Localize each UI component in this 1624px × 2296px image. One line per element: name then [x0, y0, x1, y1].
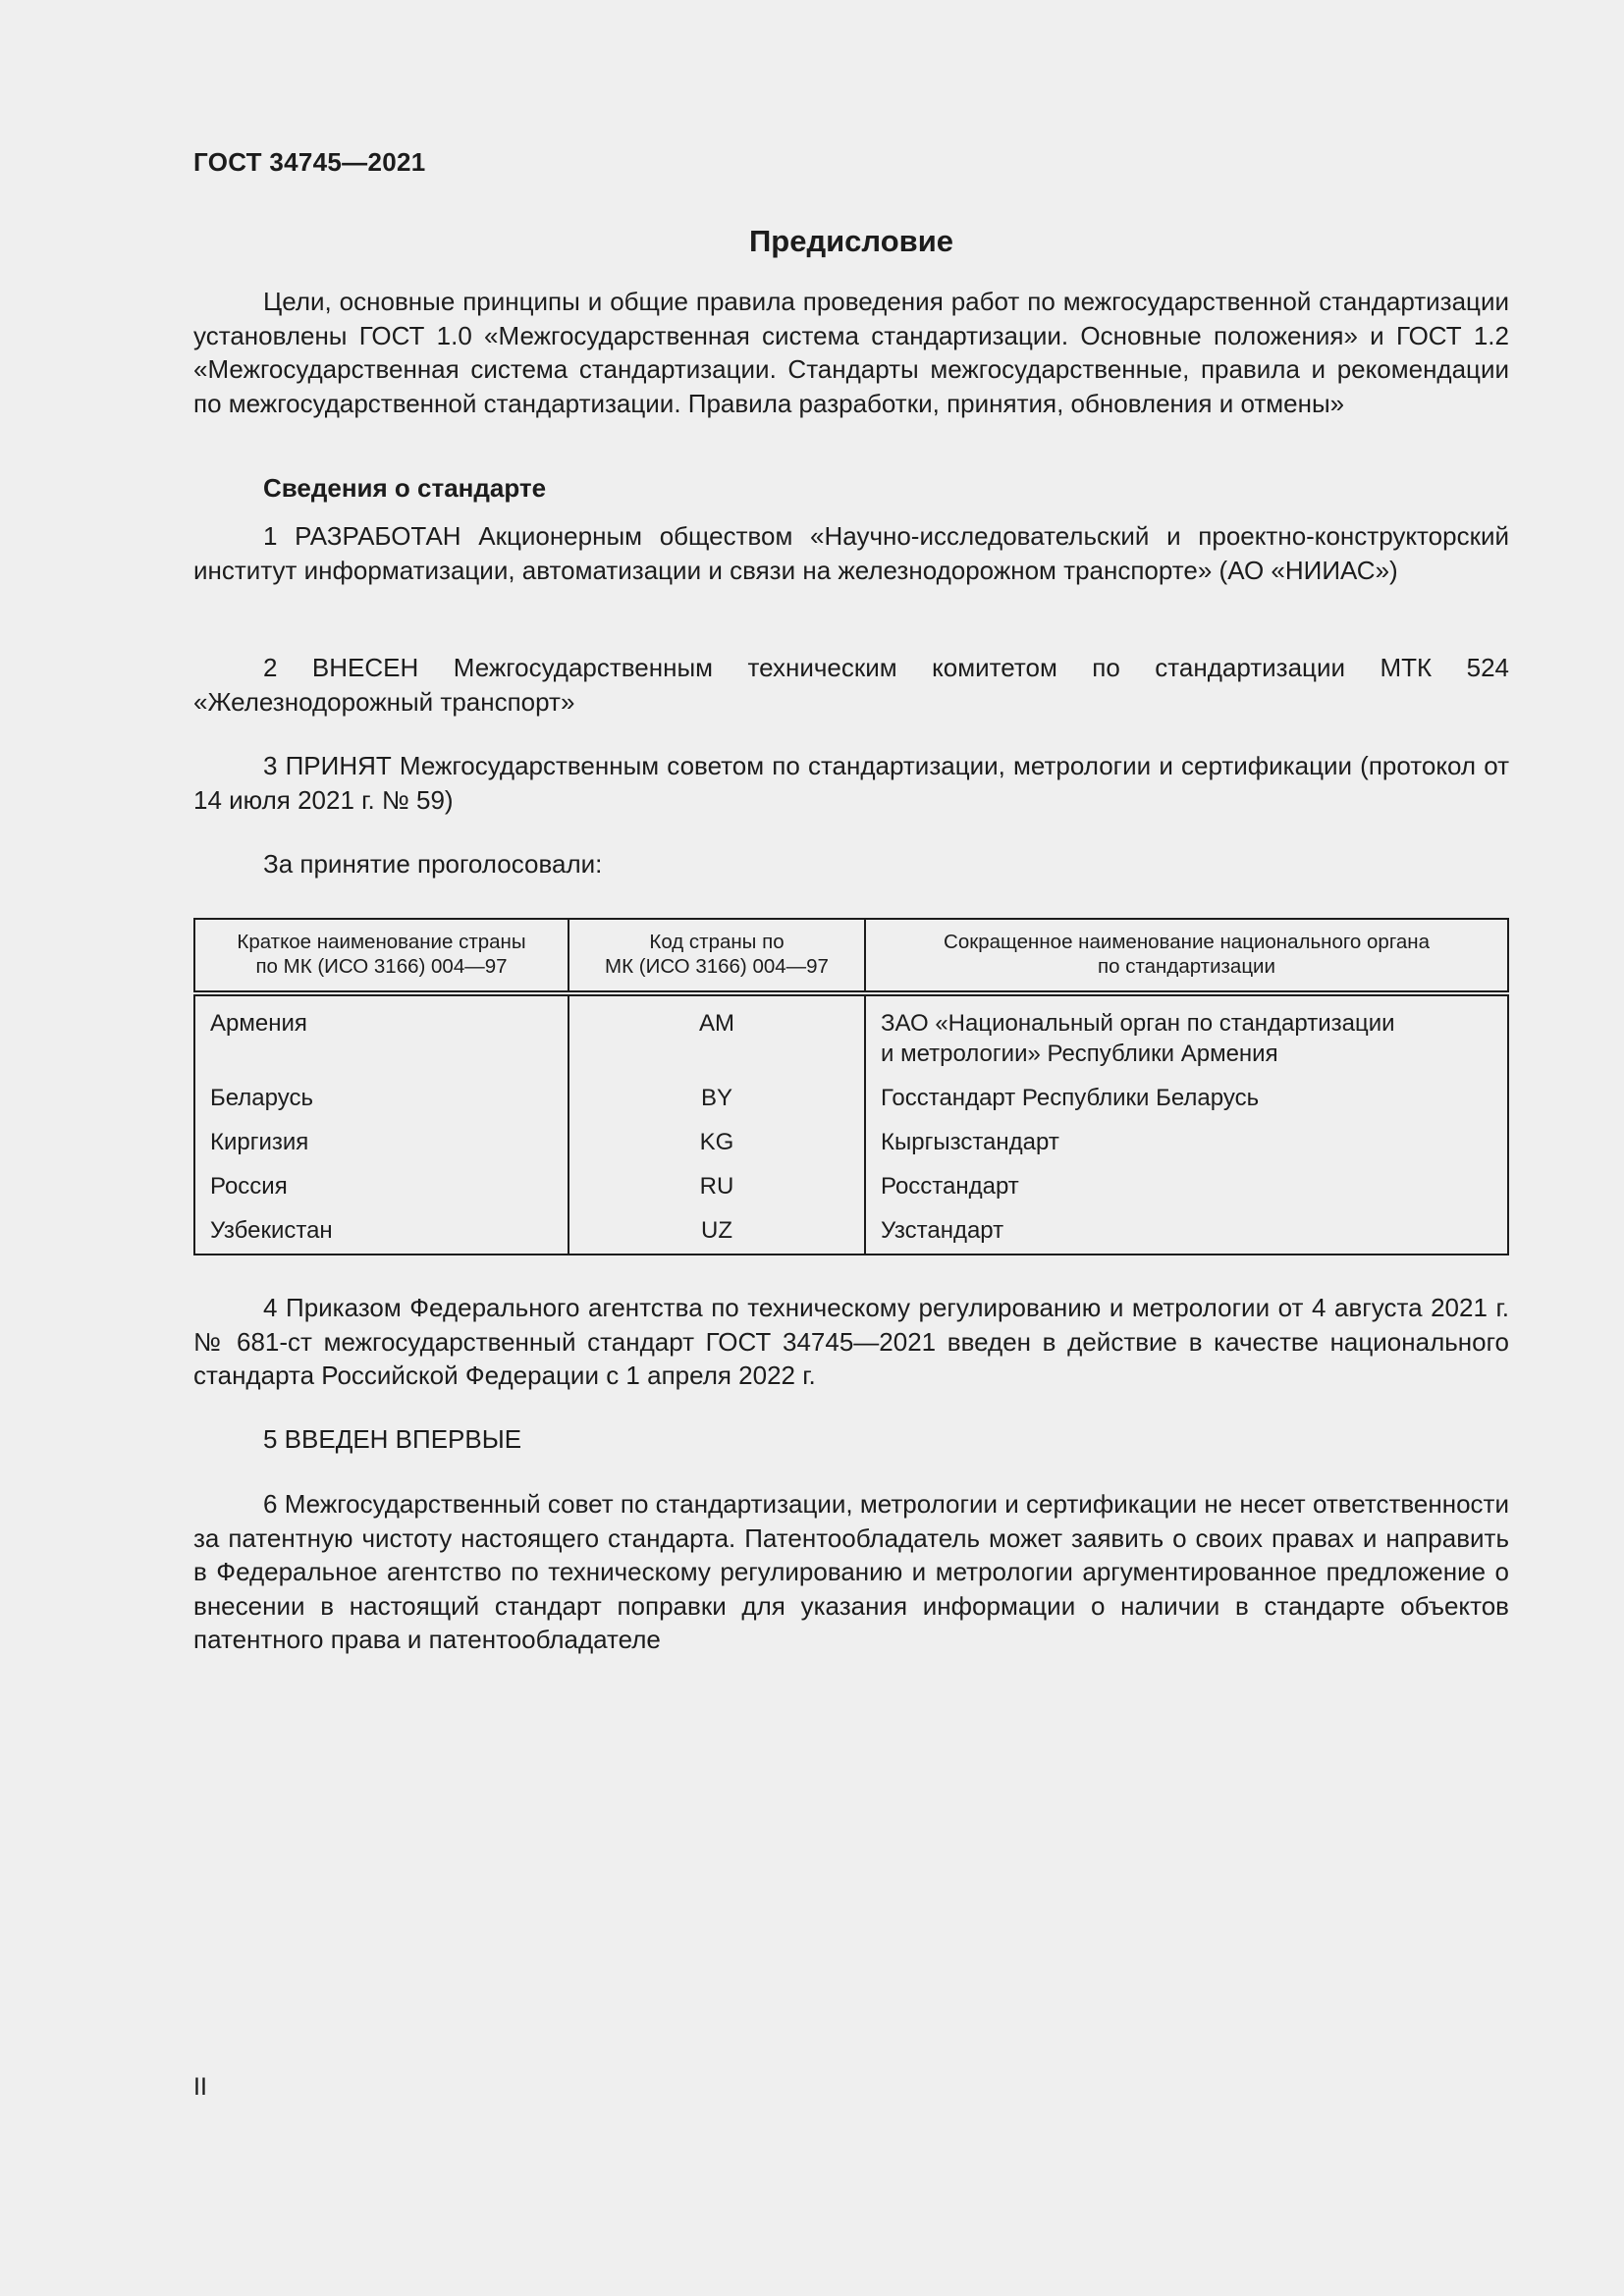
body-cell: Узстандарт: [865, 1209, 1508, 1255]
code-cell: UZ: [568, 1209, 865, 1255]
table-row: [194, 1165, 1508, 1209]
body-column-header: [865, 919, 1508, 993]
table-row: [194, 1209, 1508, 1255]
intro-paragraph: Цели, основные принципы и общие правила проведения работ по межгосударственной стандартизации установлены ГОСТ 1.0 «Межгосударственная система стандартизации. Основные положения» и ГОСТ 1.2 «Межгосударственная система стандартизации. Стандарты межгосударственные, правила и рекомендации по межгосударственной стандартизации. Правила разработки, принятия, обновления и отмены»: [193, 287, 1509, 418]
item-6-paragraph: 6 Межгосударственный совет по стандартизации, метрологии и сертификации не несет ответственности за патентную чистоту настоящего стандарта. Патентообладатель может заявить о своих правах и направить в Федеральное агентство по техническому регулированию и метрологии аргументированное предложение о внесении в настоящий стандарт поправки для указания информации о наличии в стандарте объектов патентного права и патентообладателе: [193, 1489, 1509, 1654]
country-column-header: [194, 919, 568, 993]
document-page: [193, 0, 1509, 2296]
code-header-line1: Код страны по: [649, 931, 785, 953]
body-cell-line2: и метрологии» Республики Армения: [881, 1041, 1278, 1067]
body-header-line1: Сокращенное наименование национального органа: [944, 931, 1430, 953]
document-code: ГОСТ 34745—2021: [193, 147, 426, 177]
item-4-paragraph: 4 Приказом Федерального агентства по техническому регулированию и метрологии от 4 августа 2021 г. № 681-ст межгосударственный стандарт ГОСТ 34745—2021 введен в действие в качестве национального стандарта Российской Федерации с 1 апреля 2022 г.: [193, 1293, 1509, 1390]
voting-countries-table: [193, 918, 1509, 1255]
body-cell: Кыргызстандарт: [865, 1121, 1508, 1165]
table-header-row: [194, 919, 1508, 993]
country-cell: Узбекистан: [210, 1217, 333, 1244]
table-row: [194, 993, 1508, 1077]
body-cell-line1: ЗАО «Национальный орган по стандартизации: [881, 1010, 1395, 1037]
table-row: [194, 1121, 1508, 1165]
item-5-paragraph: 5 ВВЕДЕН ВПЕРВЫЕ: [263, 1424, 522, 1454]
country-cell: Россия: [210, 1173, 288, 1200]
country-cell: Киргизия: [210, 1129, 309, 1155]
country-header-line1: Краткое наименование страны: [237, 931, 526, 953]
code-cell: AM: [568, 993, 865, 1077]
country-cell: Беларусь: [210, 1085, 313, 1111]
item-3-paragraph: 3 ПРИНЯТ Межгосударственным советом по стандартизации, метрологии и сертификации (протокол от 14 июля 2021 г. № 59): [193, 751, 1509, 815]
country-header-line2: по МК (ИСО 3166) 004—97: [255, 955, 508, 978]
table-row: [194, 1077, 1508, 1121]
page-title: Предисловие: [748, 224, 953, 258]
code-cell: RU: [568, 1165, 865, 1209]
code-header-line2: МК (ИСО 3166) 004—97: [605, 955, 829, 978]
item-2-paragraph: 2 ВНЕСЕН Межгосударственным техническим комитетом по стандартизации МТК 524 «Железнодорожный транспорт»: [193, 653, 1509, 717]
item-1-paragraph: 1 РАЗРАБОТАН Акционерным обществом «Научно-исследовательский и проектно-конструкторский институт информатизации, автоматизации и связи на железнодорожном транспорте» (АО «НИИАС»): [193, 521, 1509, 585]
code-cell: KG: [568, 1121, 865, 1165]
body-cell: Росстандарт: [865, 1165, 1508, 1209]
country-cell: Армения: [210, 1010, 307, 1037]
code-cell: BY: [568, 1077, 865, 1121]
body-header-line2: по стандартизации: [1098, 955, 1275, 978]
voted-paragraph: За принятие проголосовали:: [263, 849, 603, 879]
body-cell: Госстандарт Республики Беларусь: [865, 1077, 1508, 1121]
body-cell: [865, 993, 1508, 1077]
standard-info-heading: Сведения о стандарте: [263, 473, 547, 503]
code-column-header: [568, 919, 865, 993]
page-number: II: [193, 2073, 207, 2101]
